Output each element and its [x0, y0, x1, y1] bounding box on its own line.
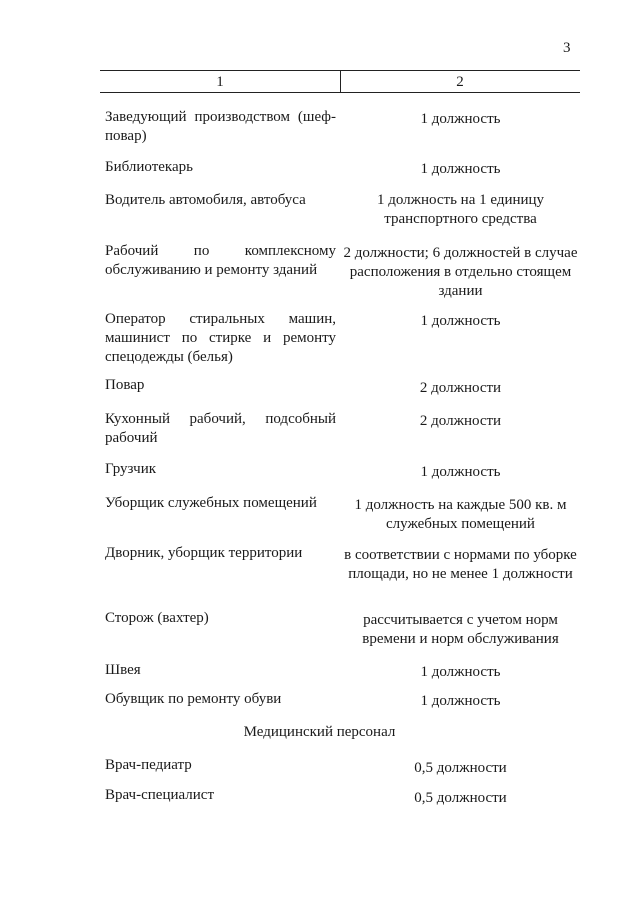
position-title: Библиотекарь [105, 159, 193, 175]
staff-norm: 1 должность [420, 111, 501, 127]
staff-norm: 1 должность [420, 464, 501, 480]
staff-norm: 2 должности; 6 должностей в случае расположения в отдельно стоящем здании [343, 245, 578, 299]
staff-norm: рассчитывается с учетом норм времени и норм обслуживания [362, 612, 559, 647]
position-title: Заведующий производством (шеф-повар) [105, 109, 336, 144]
staff-norm: 1 должность [420, 693, 501, 709]
staff-norm: 0,5 должности [414, 760, 507, 776]
position-title: Оператор стиральных машин, машинист по стирке и ремонту спецодежды (белья) [105, 311, 336, 365]
position-title: Обувщик по ремонту обуви [105, 691, 282, 707]
staff-norm: 1 должность на каждые 500 кв. м служебных помещений [354, 497, 567, 532]
staff-norm: 2 должности [419, 380, 502, 396]
position-title: Сторож (вахтер) [105, 610, 209, 626]
position-title: Повар [105, 377, 145, 393]
staff-norm: в соответствии с нормами по уборке площади, но не менее 1 должности [344, 547, 577, 582]
staff-norm: 1 должность [420, 161, 501, 177]
position-title: Рабочий по комплексному обслуживанию и ремонту зданий [105, 243, 336, 278]
position-title: Водитель автомобиля, автобуса [105, 192, 306, 208]
staff-norm: 2 должности [419, 413, 502, 429]
staff-norm: 1 должность на 1 единицу транспортного средства [376, 192, 545, 227]
position-title: Дворник, уборщик территории [105, 545, 303, 561]
staff-norm: 1 должность [420, 664, 501, 680]
staff-norm: 1 должность [420, 313, 501, 329]
header-col-2: 2 [456, 74, 464, 90]
section-heading-medical: Медицинский персонал [243, 724, 396, 740]
staff-norm: 0,5 должности [414, 790, 507, 806]
header-col-1: 1 [216, 74, 224, 90]
position-title: Грузчик [105, 461, 157, 477]
position-title: Кухонный рабочий, подсобный рабочий [105, 411, 336, 446]
position-title: Швея [105, 662, 141, 678]
position-title: Врач-педиатр [105, 757, 192, 773]
position-title: Врач-специалист [105, 787, 215, 803]
position-title: Уборщик служебных помещений [105, 495, 317, 511]
page-number: 3 [563, 40, 571, 56]
table-header [100, 70, 580, 93]
